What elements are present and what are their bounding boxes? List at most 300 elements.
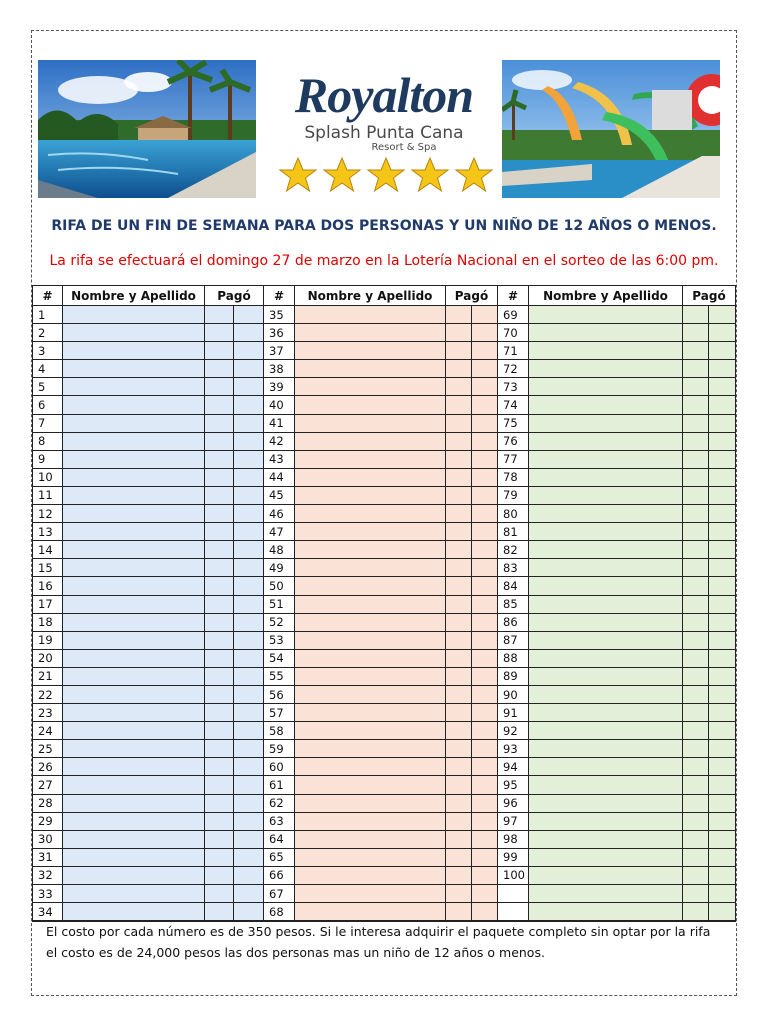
name-entry-field[interactable] <box>529 614 683 632</box>
paid-checkbox[interactable] <box>234 415 264 433</box>
paid-checkbox[interactable] <box>205 596 234 614</box>
paid-checkbox[interactable] <box>709 396 735 414</box>
name-entry-field[interactable] <box>295 360 446 378</box>
name-entry-field[interactable] <box>295 831 446 849</box>
paid-checkbox[interactable] <box>683 795 709 813</box>
name-entry-field[interactable] <box>529 469 683 487</box>
paid-checkbox[interactable] <box>205 342 234 360</box>
name-entry-field[interactable] <box>63 813 205 831</box>
name-entry-field[interactable] <box>529 867 683 885</box>
paid-checkbox[interactable] <box>709 795 735 813</box>
paid-checkbox[interactable] <box>205 577 234 595</box>
paid-checkbox[interactable] <box>446 378 472 396</box>
paid-checkbox[interactable] <box>709 577 735 595</box>
name-entry-field[interactable] <box>295 306 446 324</box>
paid-checkbox[interactable] <box>683 704 709 722</box>
paid-checkbox[interactable] <box>683 433 709 451</box>
paid-checkbox[interactable] <box>205 614 234 632</box>
paid-checkbox[interactable] <box>446 668 472 686</box>
paid-checkbox[interactable] <box>234 342 264 360</box>
paid-checkbox[interactable] <box>234 758 264 776</box>
paid-checkbox[interactable] <box>234 632 264 650</box>
paid-checkbox[interactable] <box>446 577 472 595</box>
name-entry-field[interactable] <box>63 360 205 378</box>
paid-checkbox[interactable] <box>472 867 498 885</box>
paid-checkbox[interactable] <box>472 360 498 378</box>
name-entry-field[interactable] <box>295 795 446 813</box>
paid-checkbox[interactable] <box>683 885 709 903</box>
name-entry-field[interactable] <box>529 396 683 414</box>
paid-checkbox[interactable] <box>472 650 498 668</box>
paid-checkbox[interactable] <box>234 433 264 451</box>
paid-checkbox[interactable] <box>205 740 234 758</box>
paid-checkbox[interactable] <box>234 686 264 704</box>
paid-checkbox[interactable] <box>234 523 264 541</box>
paid-checkbox[interactable] <box>234 650 264 668</box>
name-entry-field[interactable] <box>63 650 205 668</box>
paid-checkbox[interactable] <box>709 740 735 758</box>
paid-checkbox[interactable] <box>472 596 498 614</box>
paid-checkbox[interactable] <box>683 415 709 433</box>
name-entry-field[interactable] <box>529 306 683 324</box>
name-entry-field[interactable] <box>63 559 205 577</box>
paid-checkbox[interactable] <box>472 523 498 541</box>
paid-checkbox[interactable] <box>205 885 234 903</box>
paid-checkbox[interactable] <box>205 795 234 813</box>
name-entry-field[interactable] <box>529 433 683 451</box>
paid-checkbox[interactable] <box>446 722 472 740</box>
paid-checkbox[interactable] <box>472 487 498 505</box>
paid-checkbox[interactable] <box>205 378 234 396</box>
paid-checkbox[interactable] <box>683 559 709 577</box>
paid-checkbox[interactable] <box>472 668 498 686</box>
paid-checkbox[interactable] <box>446 795 472 813</box>
name-entry-field[interactable] <box>529 849 683 867</box>
paid-checkbox[interactable] <box>683 776 709 794</box>
paid-checkbox[interactable] <box>683 378 709 396</box>
paid-checkbox[interactable] <box>205 469 234 487</box>
paid-checkbox[interactable] <box>234 813 264 831</box>
paid-checkbox[interactable] <box>472 795 498 813</box>
paid-checkbox[interactable] <box>472 776 498 794</box>
name-entry-field[interactable] <box>295 758 446 776</box>
paid-checkbox[interactable] <box>683 813 709 831</box>
name-entry-field[interactable] <box>63 740 205 758</box>
name-entry-field[interactable] <box>295 577 446 595</box>
name-entry-field[interactable] <box>63 686 205 704</box>
name-entry-field[interactable] <box>295 541 446 559</box>
paid-checkbox[interactable] <box>446 776 472 794</box>
name-entry-field[interactable] <box>295 740 446 758</box>
name-entry-field[interactable] <box>529 758 683 776</box>
paid-checkbox[interactable] <box>683 541 709 559</box>
paid-checkbox[interactable] <box>205 867 234 885</box>
name-entry-field[interactable] <box>63 469 205 487</box>
name-entry-field[interactable] <box>63 596 205 614</box>
paid-checkbox[interactable] <box>234 903 264 921</box>
paid-checkbox[interactable] <box>234 577 264 595</box>
name-entry-field[interactable] <box>529 813 683 831</box>
name-entry-field[interactable] <box>529 505 683 523</box>
paid-checkbox[interactable] <box>709 686 735 704</box>
name-entry-field[interactable] <box>295 433 446 451</box>
name-entry-field[interactable] <box>529 740 683 758</box>
paid-checkbox[interactable] <box>446 451 472 469</box>
paid-checkbox[interactable] <box>446 650 472 668</box>
paid-checkbox[interactable] <box>683 451 709 469</box>
name-entry-field[interactable] <box>529 596 683 614</box>
paid-checkbox[interactable] <box>472 740 498 758</box>
paid-checkbox[interactable] <box>709 596 735 614</box>
paid-checkbox[interactable] <box>683 505 709 523</box>
paid-checkbox[interactable] <box>472 614 498 632</box>
paid-checkbox[interactable] <box>446 632 472 650</box>
paid-checkbox[interactable] <box>446 306 472 324</box>
name-entry-field[interactable] <box>63 541 205 559</box>
name-entry-field[interactable] <box>295 704 446 722</box>
name-entry-field[interactable] <box>295 451 446 469</box>
paid-checkbox[interactable] <box>472 722 498 740</box>
name-entry-field[interactable] <box>295 559 446 577</box>
paid-checkbox[interactable] <box>446 559 472 577</box>
paid-checkbox[interactable] <box>709 469 735 487</box>
paid-checkbox[interactable] <box>683 396 709 414</box>
paid-checkbox[interactable] <box>446 813 472 831</box>
paid-checkbox[interactable] <box>683 849 709 867</box>
paid-checkbox[interactable] <box>234 704 264 722</box>
paid-checkbox[interactable] <box>446 523 472 541</box>
name-entry-field[interactable] <box>63 487 205 505</box>
paid-checkbox[interactable] <box>472 831 498 849</box>
paid-checkbox[interactable] <box>234 559 264 577</box>
paid-checkbox[interactable] <box>709 360 735 378</box>
paid-checkbox[interactable] <box>205 487 234 505</box>
name-entry-field[interactable] <box>295 342 446 360</box>
paid-checkbox[interactable] <box>683 324 709 342</box>
name-entry-field[interactable] <box>529 541 683 559</box>
name-entry-field[interactable] <box>295 650 446 668</box>
paid-checkbox[interactable] <box>234 396 264 414</box>
paid-checkbox[interactable] <box>446 849 472 867</box>
name-entry-field[interactable] <box>295 849 446 867</box>
name-entry-field[interactable] <box>529 776 683 794</box>
paid-checkbox[interactable] <box>709 415 735 433</box>
paid-checkbox[interactable] <box>205 415 234 433</box>
paid-checkbox[interactable] <box>446 903 472 921</box>
name-entry-field[interactable] <box>529 686 683 704</box>
paid-checkbox[interactable] <box>446 596 472 614</box>
paid-checkbox[interactable] <box>234 831 264 849</box>
name-entry-field[interactable] <box>529 559 683 577</box>
paid-checkbox[interactable] <box>446 324 472 342</box>
paid-checkbox[interactable] <box>472 396 498 414</box>
name-entry-field[interactable] <box>63 415 205 433</box>
paid-checkbox[interactable] <box>234 867 264 885</box>
paid-checkbox[interactable] <box>234 487 264 505</box>
name-entry-field[interactable] <box>63 632 205 650</box>
paid-checkbox[interactable] <box>205 686 234 704</box>
paid-checkbox[interactable] <box>446 867 472 885</box>
paid-checkbox[interactable] <box>683 650 709 668</box>
paid-checkbox[interactable] <box>234 614 264 632</box>
name-entry-field[interactable] <box>529 378 683 396</box>
paid-checkbox[interactable] <box>234 378 264 396</box>
paid-checkbox[interactable] <box>472 704 498 722</box>
name-entry-field[interactable] <box>63 433 205 451</box>
paid-checkbox[interactable] <box>234 306 264 324</box>
paid-checkbox[interactable] <box>446 614 472 632</box>
paid-checkbox[interactable] <box>205 396 234 414</box>
paid-checkbox[interactable] <box>709 758 735 776</box>
paid-checkbox[interactable] <box>472 505 498 523</box>
name-entry-field[interactable] <box>295 885 446 903</box>
paid-checkbox[interactable] <box>205 849 234 867</box>
paid-checkbox[interactable] <box>205 433 234 451</box>
name-entry-field[interactable] <box>63 885 205 903</box>
paid-checkbox[interactable] <box>472 758 498 776</box>
name-entry-field[interactable] <box>529 342 683 360</box>
paid-checkbox[interactable] <box>234 541 264 559</box>
paid-checkbox[interactable] <box>683 614 709 632</box>
paid-checkbox[interactable] <box>446 469 472 487</box>
name-entry-field[interactable] <box>529 704 683 722</box>
name-entry-field[interactable] <box>295 867 446 885</box>
paid-checkbox[interactable] <box>683 596 709 614</box>
name-entry-field[interactable] <box>63 776 205 794</box>
paid-checkbox[interactable] <box>446 758 472 776</box>
name-entry-field[interactable] <box>295 813 446 831</box>
name-entry-field[interactable] <box>295 523 446 541</box>
name-entry-field[interactable] <box>529 722 683 740</box>
name-entry-field[interactable] <box>63 378 205 396</box>
paid-checkbox[interactable] <box>709 849 735 867</box>
name-entry-field[interactable] <box>295 596 446 614</box>
paid-checkbox[interactable] <box>472 577 498 595</box>
paid-checkbox[interactable] <box>446 360 472 378</box>
name-entry-field[interactable] <box>529 577 683 595</box>
name-entry-field[interactable] <box>63 903 205 921</box>
paid-checkbox[interactable] <box>205 831 234 849</box>
paid-checkbox[interactable] <box>205 451 234 469</box>
name-entry-field[interactable] <box>529 831 683 849</box>
paid-checkbox[interactable] <box>205 758 234 776</box>
paid-checkbox[interactable] <box>234 740 264 758</box>
paid-checkbox[interactable] <box>234 505 264 523</box>
name-entry-field[interactable] <box>63 614 205 632</box>
paid-checkbox[interactable] <box>446 704 472 722</box>
paid-checkbox[interactable] <box>683 686 709 704</box>
paid-checkbox[interactable] <box>683 577 709 595</box>
paid-checkbox[interactable] <box>709 831 735 849</box>
name-entry-field[interactable] <box>529 523 683 541</box>
paid-checkbox[interactable] <box>683 903 709 921</box>
name-entry-field[interactable] <box>63 704 205 722</box>
name-entry-field[interactable] <box>63 324 205 342</box>
paid-checkbox[interactable] <box>709 776 735 794</box>
name-entry-field[interactable] <box>295 903 446 921</box>
paid-checkbox[interactable] <box>709 451 735 469</box>
paid-checkbox[interactable] <box>234 849 264 867</box>
name-entry-field[interactable] <box>529 487 683 505</box>
paid-checkbox[interactable] <box>683 487 709 505</box>
paid-checkbox[interactable] <box>234 324 264 342</box>
name-entry-field[interactable] <box>529 668 683 686</box>
paid-checkbox[interactable] <box>205 324 234 342</box>
paid-checkbox[interactable] <box>472 632 498 650</box>
name-entry-field[interactable] <box>529 632 683 650</box>
paid-checkbox[interactable] <box>205 722 234 740</box>
paid-checkbox[interactable] <box>205 559 234 577</box>
paid-checkbox[interactable] <box>709 523 735 541</box>
paid-checkbox[interactable] <box>683 306 709 324</box>
paid-checkbox[interactable] <box>683 831 709 849</box>
paid-checkbox[interactable] <box>205 523 234 541</box>
paid-checkbox[interactable] <box>683 632 709 650</box>
name-entry-field[interactable] <box>529 650 683 668</box>
paid-checkbox[interactable] <box>709 541 735 559</box>
name-entry-field[interactable] <box>295 614 446 632</box>
paid-checkbox[interactable] <box>472 849 498 867</box>
paid-checkbox[interactable] <box>205 813 234 831</box>
name-entry-field[interactable] <box>295 396 446 414</box>
paid-checkbox[interactable] <box>472 451 498 469</box>
paid-checkbox[interactable] <box>205 776 234 794</box>
paid-checkbox[interactable] <box>683 469 709 487</box>
paid-checkbox[interactable] <box>683 668 709 686</box>
paid-checkbox[interactable] <box>472 903 498 921</box>
name-entry-field[interactable] <box>63 523 205 541</box>
paid-checkbox[interactable] <box>446 487 472 505</box>
name-entry-field[interactable] <box>63 342 205 360</box>
paid-checkbox[interactable] <box>234 451 264 469</box>
paid-checkbox[interactable] <box>709 559 735 577</box>
name-entry-field[interactable] <box>529 324 683 342</box>
paid-checkbox[interactable] <box>234 596 264 614</box>
paid-checkbox[interactable] <box>446 686 472 704</box>
name-entry-field[interactable] <box>295 686 446 704</box>
paid-checkbox[interactable] <box>205 704 234 722</box>
name-entry-field[interactable] <box>295 469 446 487</box>
name-entry-field[interactable] <box>529 415 683 433</box>
name-entry-field[interactable] <box>63 505 205 523</box>
paid-checkbox[interactable] <box>446 885 472 903</box>
paid-checkbox[interactable] <box>205 505 234 523</box>
paid-checkbox[interactable] <box>446 541 472 559</box>
paid-checkbox[interactable] <box>205 541 234 559</box>
paid-checkbox[interactable] <box>472 469 498 487</box>
paid-checkbox[interactable] <box>709 614 735 632</box>
paid-checkbox[interactable] <box>709 433 735 451</box>
name-entry-field[interactable] <box>295 668 446 686</box>
name-entry-field[interactable] <box>295 722 446 740</box>
name-entry-field[interactable] <box>63 849 205 867</box>
paid-checkbox[interactable] <box>709 324 735 342</box>
name-entry-field[interactable] <box>63 831 205 849</box>
paid-checkbox[interactable] <box>472 885 498 903</box>
paid-checkbox[interactable] <box>683 758 709 776</box>
paid-checkbox[interactable] <box>234 722 264 740</box>
paid-checkbox[interactable] <box>472 686 498 704</box>
paid-checkbox[interactable] <box>446 415 472 433</box>
paid-checkbox[interactable] <box>472 342 498 360</box>
paid-checkbox[interactable] <box>472 324 498 342</box>
paid-checkbox[interactable] <box>234 885 264 903</box>
name-entry-field[interactable] <box>63 758 205 776</box>
paid-checkbox[interactable] <box>472 306 498 324</box>
name-entry-field[interactable] <box>295 505 446 523</box>
paid-checkbox[interactable] <box>205 306 234 324</box>
paid-checkbox[interactable] <box>683 867 709 885</box>
name-entry-field[interactable] <box>295 632 446 650</box>
name-entry-field[interactable] <box>63 451 205 469</box>
name-entry-field[interactable] <box>63 722 205 740</box>
paid-checkbox[interactable] <box>709 668 735 686</box>
paid-checkbox[interactable] <box>205 903 234 921</box>
paid-checkbox[interactable] <box>709 704 735 722</box>
paid-checkbox[interactable] <box>472 541 498 559</box>
name-entry-field[interactable] <box>529 451 683 469</box>
name-entry-field[interactable] <box>295 415 446 433</box>
name-entry-field[interactable] <box>63 396 205 414</box>
paid-checkbox[interactable] <box>205 668 234 686</box>
paid-checkbox[interactable] <box>234 668 264 686</box>
paid-checkbox[interactable] <box>683 740 709 758</box>
paid-checkbox[interactable] <box>472 433 498 451</box>
paid-checkbox[interactable] <box>234 469 264 487</box>
paid-checkbox[interactable] <box>709 722 735 740</box>
paid-checkbox[interactable] <box>446 433 472 451</box>
paid-checkbox[interactable] <box>472 415 498 433</box>
paid-checkbox[interactable] <box>709 903 735 921</box>
paid-checkbox[interactable] <box>709 813 735 831</box>
name-entry-field[interactable] <box>63 577 205 595</box>
paid-checkbox[interactable] <box>234 795 264 813</box>
paid-checkbox[interactable] <box>709 867 735 885</box>
paid-checkbox[interactable] <box>709 342 735 360</box>
name-entry-field[interactable] <box>295 776 446 794</box>
paid-checkbox[interactable] <box>446 396 472 414</box>
paid-checkbox[interactable] <box>446 342 472 360</box>
paid-checkbox[interactable] <box>709 306 735 324</box>
paid-checkbox[interactable] <box>205 650 234 668</box>
paid-checkbox[interactable] <box>709 885 735 903</box>
paid-checkbox[interactable] <box>709 378 735 396</box>
paid-checkbox[interactable] <box>683 722 709 740</box>
paid-checkbox[interactable] <box>472 378 498 396</box>
paid-checkbox[interactable] <box>709 487 735 505</box>
paid-checkbox[interactable] <box>205 632 234 650</box>
name-entry-field[interactable] <box>295 378 446 396</box>
name-entry-field[interactable] <box>63 795 205 813</box>
paid-checkbox[interactable] <box>446 505 472 523</box>
paid-checkbox[interactable] <box>234 360 264 378</box>
name-entry-field[interactable] <box>295 487 446 505</box>
paid-checkbox[interactable] <box>709 505 735 523</box>
name-entry-field[interactable] <box>529 795 683 813</box>
name-entry-field[interactable] <box>529 360 683 378</box>
name-entry-field[interactable] <box>63 306 205 324</box>
paid-checkbox[interactable] <box>683 523 709 541</box>
paid-checkbox[interactable] <box>234 776 264 794</box>
paid-checkbox[interactable] <box>446 740 472 758</box>
paid-checkbox[interactable] <box>709 650 735 668</box>
name-entry-field[interactable] <box>529 885 683 903</box>
paid-checkbox[interactable] <box>709 632 735 650</box>
paid-checkbox[interactable] <box>446 831 472 849</box>
name-entry-field[interactable] <box>63 867 205 885</box>
paid-checkbox[interactable] <box>683 342 709 360</box>
paid-checkbox[interactable] <box>683 360 709 378</box>
